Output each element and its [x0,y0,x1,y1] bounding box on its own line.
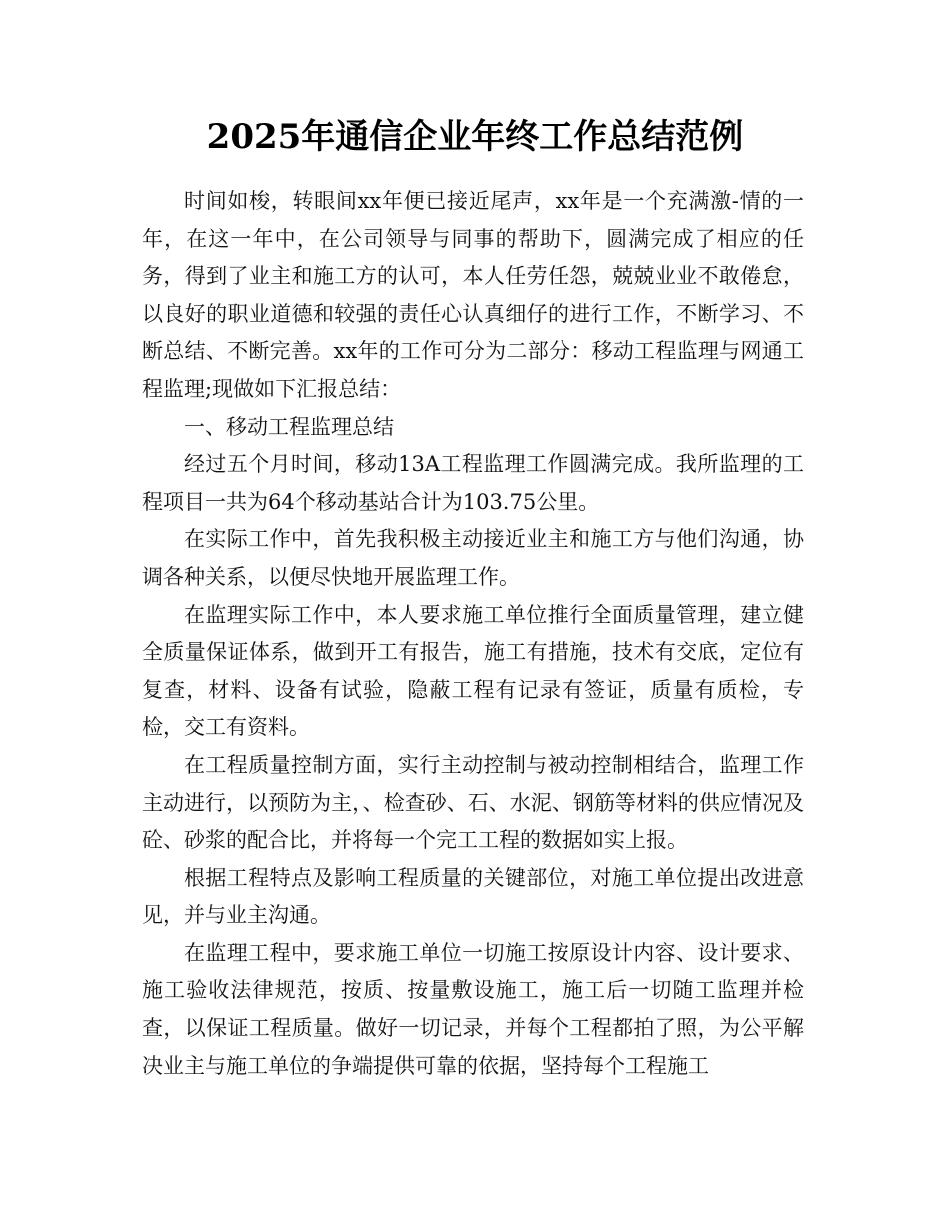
document-body [142,183,804,1085]
paragraph-improvement: 根据工程特点及影响工程质量的关键部位，对施工单位提出改进意见，并与业主沟通。 [142,865,804,928]
paragraph-quality-control: 在工程质量控制方面，实行主动控制与被动控制相结合，监理工作主动进行，以预防为主，、检查砂、石、水泥、钢筋等材料的供应情况及砼、砂浆的配合比，并将每一个完工工程的数据如实上报。 [142,752,804,853]
paragraph-project-scope: 经过五个月时间，移动13A工程监理工作圆满完成。我所监理的工程项目一共为64个移动基站合计为103.75公里。 [142,452,804,514]
document-title: 2025年通信企业年终工作总结范例 [206,117,744,157]
section-heading-mobile-supervision: 一、移动工程监理总结 [184,414,394,439]
paragraph-supervision-process: 在监理工程中，要求施工单位一切施工按原设计内容、设计要求、施工验收法律规范，按质、按量敷设施工，施工后一切随工监理并检查，以保证工程质量。做好一切记录，并每个工程都拍了照，为公平解决业主与施工单位的争端提供可靠的依据，坚持每个工程施工 [142,940,804,1078]
paragraph-communication: 在实际工作中，首先我积极主动接近业主和施工方与他们沟通，协调各种关系，以便尽快地开展监理工作。 [142,527,804,589]
paragraph-quality-management: 在监理实际工作中，本人要求施工单位推行全面质量管理，建立健全质量保证体系，做到开工有报告，施工有措施，技术有交底，定位有复查，材料、设备有试验，隐蔽工程有记录有签证，质量有质检，专检，交工有资料。 [142,602,804,740]
paragraph-intro: 时间如梭，转眼间xx年便已接近尾声，xx年是一个充满激-情的一年，在这一年中，在公司领导与同事的帮助下，圆满完成了相应的任务，得到了业主和施工方的认可，本人任劳任怨，兢兢业业不敢倦怠，以良好的职业道德和较强的责任心认真细仔的进行工作，不断学习、不断总结、不断完善。xx年的工作可分为二部分：移动工程监理与网通工程监理;现做如下汇报总结： [142,189,804,401]
